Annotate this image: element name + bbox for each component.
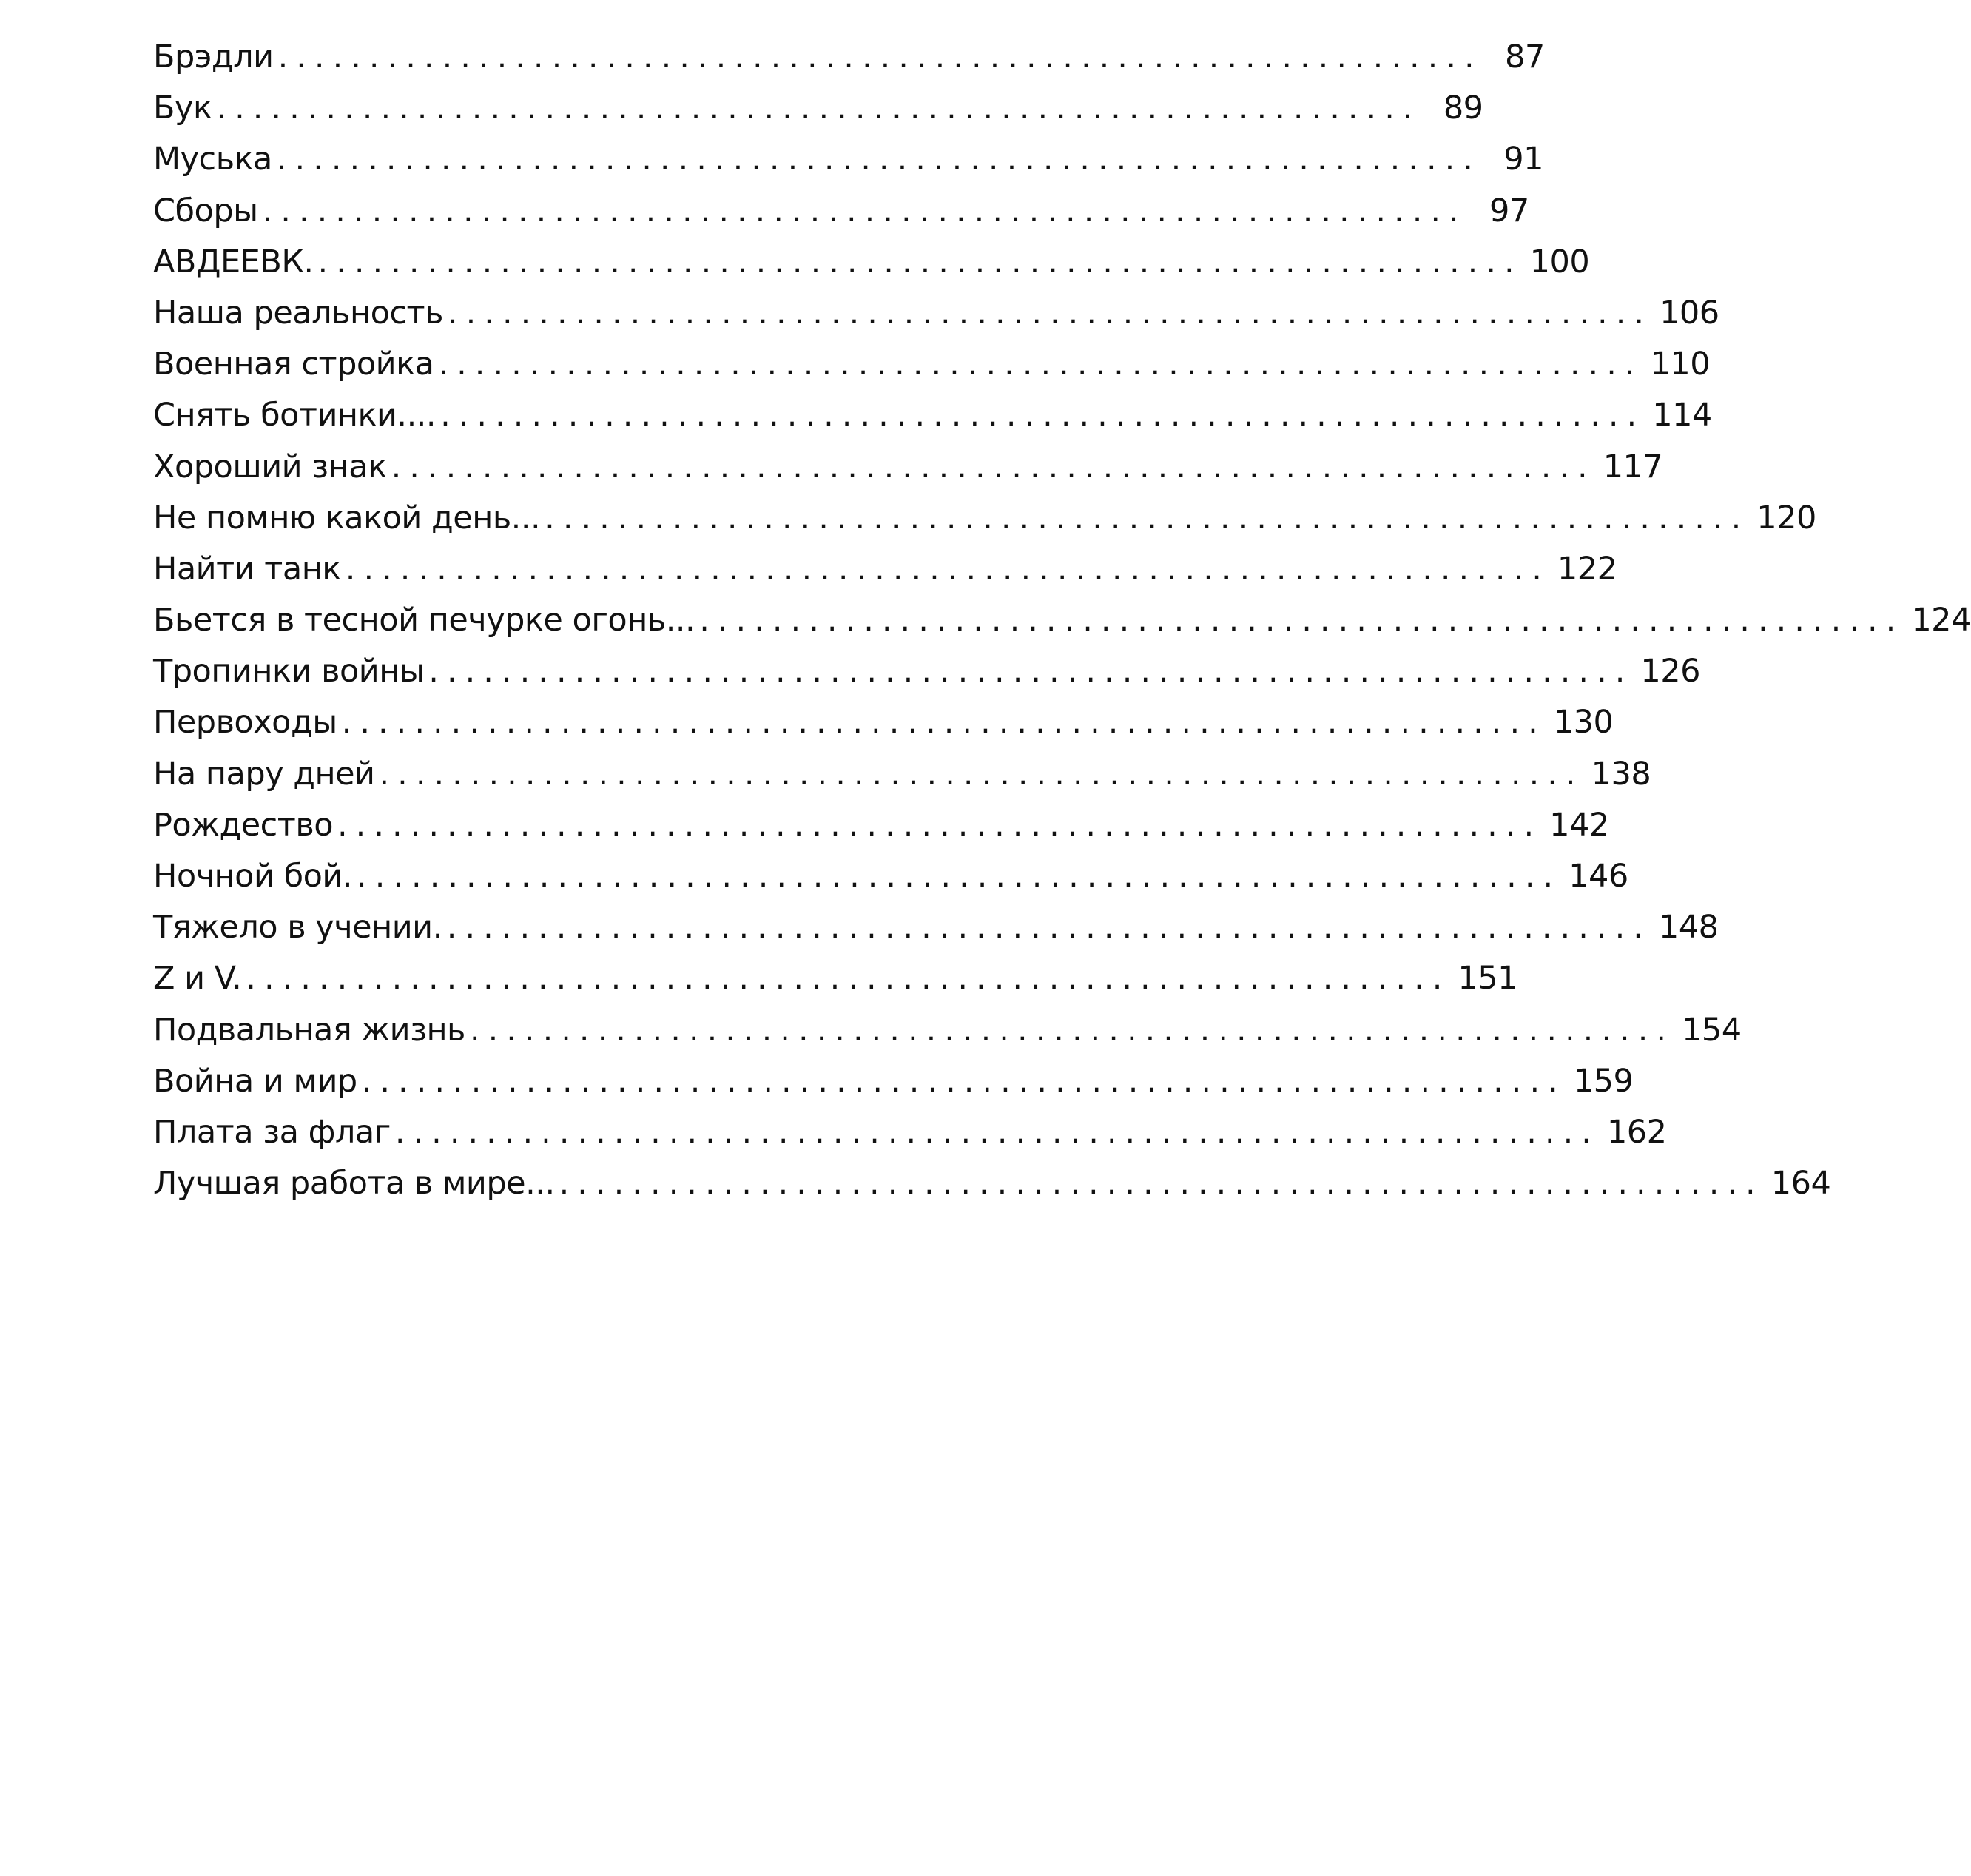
toc-entry [153,1062,1634,1114]
toc-entry [153,90,1483,141]
toc-entry [153,38,1545,90]
toc-entry [153,704,1614,755]
toc-entry [153,909,1719,960]
toc-entry [153,1165,1831,1216]
toc-entry-title: Лучшая работа в мире... [153,1165,555,1203]
toc-entry [153,448,1663,500]
toc-entry [153,243,1590,295]
toc-entry-title: Плата за флаг [153,1113,391,1151]
toc-entry-title: Сборы [153,192,258,229]
dot-leader: .................................................................. [428,653,1634,690]
toc-entry-page: 100 [1529,243,1590,280]
dot-leader: .................................................................. [447,294,1653,332]
toc-entry [153,397,1712,448]
dot-leader: .................................................................. [341,704,1546,742]
dot-leader: .................................................................. [469,1011,1675,1049]
toc-entry-page: 122 [1557,550,1617,588]
toc-entry-title: Найти танк [153,550,341,588]
toc-entry-page: 138 [1591,755,1651,793]
toc-entry-page: 126 [1640,653,1700,690]
toc-entry-title: Тяжело в учении. [153,909,442,947]
toc-entry [153,346,1711,397]
dot-leader: .................................................................. [545,499,1750,537]
toc-entry-page: 110 [1650,346,1711,383]
toc-entry-title: Военная стройка [153,346,434,383]
toc-entry-page: 91 [1503,141,1543,178]
toc-entry [153,1113,1667,1165]
toc-entry-title: Подвальная жизнь [153,1011,465,1049]
toc-entry [153,653,1700,704]
toc-entry [153,294,1719,346]
toc-entry-page: 154 [1682,1011,1742,1049]
toc-entry-page: 89 [1443,90,1483,127]
dot-leader: .................................................................. [337,806,1543,844]
toc-entry-title: АВДЕЕВК. [153,243,314,280]
toc-entry [153,192,1529,243]
toc-entry [153,755,1651,807]
toc-entry [153,858,1628,909]
dot-leader: .................................................................. [276,141,1481,178]
dot-leader: .................................................................. [357,858,1562,895]
toc-entry-page: 97 [1489,192,1529,229]
dot-leader: .................................................................. [345,550,1550,588]
toc-entry-title: Ночной бой. [153,858,353,895]
toc-entry-title: Брэдли [153,38,274,75]
dot-leader: .................................................................. [440,397,1645,434]
toc-entry-title: Бьется в тесной печурке огонь... [153,602,695,639]
toc-entry-page: 142 [1549,806,1609,844]
toc-entry-page: 159 [1573,1062,1634,1100]
toc-entry-title: Не помню какой день... [153,499,541,537]
toc-entry-title: Наша реальность [153,294,443,332]
toc-entry-page: 162 [1606,1113,1667,1151]
toc-entry [153,499,1816,551]
toc-entry-title: Тропинки войны [153,653,425,690]
toc-entry-title: На пару дней [153,755,375,793]
dot-leader: .................................................................. [391,448,1596,485]
toc-entry [153,960,1517,1011]
toc-entry-page: 124 [1911,602,1971,639]
dot-leader: .................................................................. [446,909,1651,947]
toc-entry-title: Снять ботинки.... [153,397,437,434]
toc-entry-page: 146 [1569,858,1628,895]
toc-entry-page: 130 [1553,704,1614,742]
toc-entry [153,602,1971,653]
toc-entry [153,1011,1742,1063]
toc-entry [153,806,1609,858]
toc-entry-page: 120 [1756,499,1816,537]
dot-leader: .................................................................. [379,755,1584,793]
toc-entry-title: Первоходы [153,704,337,742]
toc-entry-title: Муська [153,141,272,178]
dot-leader: .................................................................. [262,192,1467,229]
toc-entry-title: Z и V. [153,960,242,998]
dot-leader: .................................................................. [317,243,1523,280]
toc-entry-page: 87 [1504,38,1545,75]
toc-entry-page: 151 [1458,960,1517,998]
dot-leader: .................................................................. [438,346,1643,383]
dot-leader: .................................................................. [246,960,1451,998]
dot-leader: .................................................................. [216,90,1421,127]
toc-entry-title: Бук [153,90,212,127]
toc-entry-title: Хороший знак [153,448,387,485]
toc-entry-page: 114 [1652,397,1712,434]
toc-entry [153,141,1543,192]
toc-entry-title: Война и мир [153,1062,357,1100]
dot-leader: .................................................................. [699,602,1904,639]
dot-leader: .................................................................. [559,1165,1764,1203]
toc-entry-page: 148 [1658,909,1719,947]
dot-leader: .................................................................. [361,1062,1566,1100]
toc-entry-page: 106 [1660,294,1719,332]
toc-entry-page: 164 [1770,1165,1831,1203]
toc-entry-title: Рождество [153,806,334,844]
toc-entry-page: 117 [1603,448,1663,485]
dot-leader: .................................................................. [277,38,1483,75]
toc-entry [153,550,1617,602]
table-of-contents [153,38,1971,1216]
dot-leader: .................................................................. [394,1113,1600,1151]
